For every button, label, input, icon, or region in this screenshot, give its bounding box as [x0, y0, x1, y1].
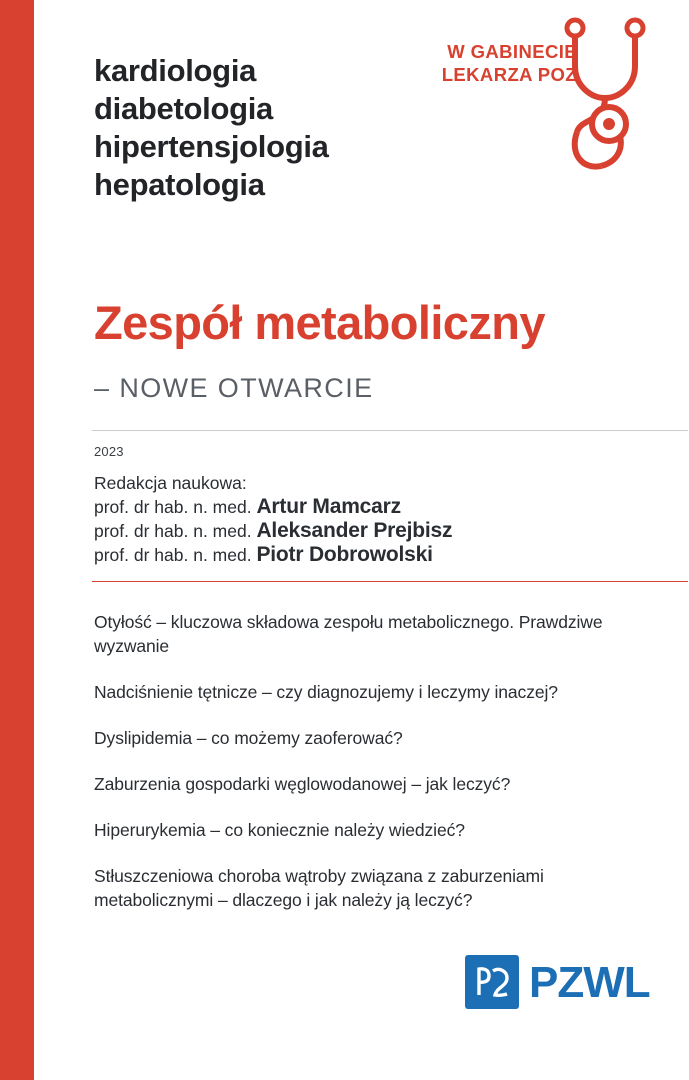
editor-name: Piotr Dobrowolski	[256, 543, 433, 566]
badge-line-2: LEKARZA POZ	[441, 64, 577, 85]
pzwl-logo-mark	[465, 955, 519, 1009]
contents-item: Hiperurykemia – co koniecznie należy wiedzieć?	[94, 820, 465, 840]
editor-row	[94, 543, 452, 567]
contents-item: Otyłość – kluczowa składowa zespołu metabolicznego. Prawdziwe wyzwanie	[94, 612, 603, 656]
book-subtitle: – NOWE OTWARCIE	[94, 373, 374, 403]
divider-bottom	[92, 581, 688, 582]
editor-row	[94, 519, 452, 543]
editor-name: Artur Mamcarz	[256, 495, 401, 518]
contents-item: Nadciśnienie tętnicze – czy diagnozujemy i leczymy inaczej?	[94, 682, 558, 702]
series-line-2: diabetologia	[94, 91, 273, 126]
editor-degree: prof. dr hab. n. med.	[94, 545, 252, 565]
series-badge	[417, 14, 667, 190]
pzwl-monogram-icon	[465, 955, 519, 1009]
contents-item: Stłuszczeniowa choroba wątroby związana z zaburzeniami metabolicznymi – dlaczego i jak należy ją leczyć?	[94, 866, 544, 910]
editor-name: Aleksander Prejbisz	[256, 519, 453, 542]
cover-spine	[0, 0, 34, 1080]
badge-line-1: W GABINECIE	[447, 41, 577, 62]
contents-item: Dyslipidemia – co możemy zaoferować?	[94, 728, 403, 748]
publisher-name: PZWL	[529, 958, 650, 1007]
series-line-3: hipertensjologia	[94, 129, 329, 164]
editor-degree: prof. dr hab. n. med.	[94, 521, 252, 541]
contents-item: Zaburzenia gospodarki węglowodanowej – jak leczyć?	[94, 774, 511, 794]
publisher-logo	[465, 955, 655, 1015]
contents-list	[94, 610, 654, 934]
editors-list	[94, 495, 452, 567]
editor-row	[94, 495, 452, 519]
series-line-4: hepatologia	[94, 167, 265, 202]
divider-top	[92, 430, 688, 431]
editors-label: Redakcja naukowa:	[94, 473, 247, 493]
spine-gap	[34, 0, 45, 1080]
series-title	[94, 52, 434, 204]
series-line-1: kardiologia	[94, 53, 257, 88]
publication-year: 2023	[94, 444, 124, 459]
book-cover	[45, 0, 689, 1080]
editor-degree: prof. dr hab. n. med.	[94, 497, 252, 517]
stethoscope-icon	[547, 14, 667, 190]
book-title: Zespół metaboliczny	[94, 296, 545, 349]
